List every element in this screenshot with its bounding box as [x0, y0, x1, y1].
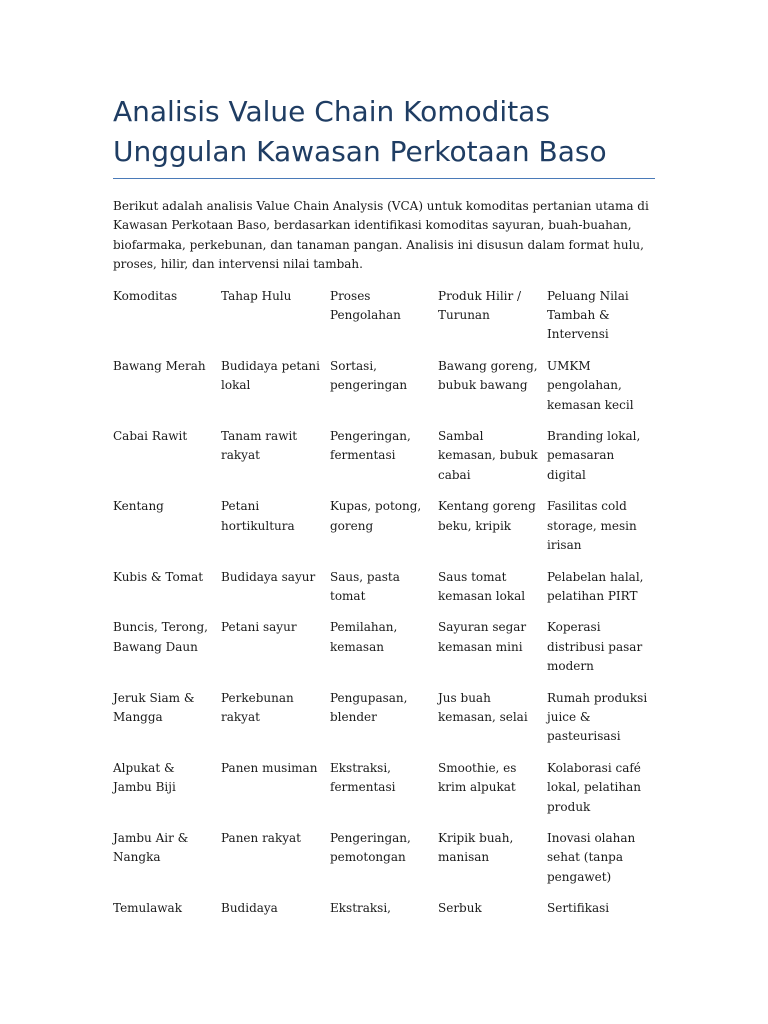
document-page: [113, 92, 655, 931]
cell-komoditas: Temulawak: [113, 901, 182, 916]
cell-produk-hilir: Bawang goreng, bubuk bawang: [438, 358, 538, 393]
table-row: [113, 568, 655, 619]
cell-produk-hilir: Kripik buah, manisan: [438, 830, 514, 865]
cell-proses: Pengupasan, blender: [330, 690, 408, 724]
cell-tahap-hulu: Budidaya: [221, 901, 278, 916]
table-row: [113, 899, 655, 930]
cell-komoditas: Jambu Air & Nangka: [113, 830, 189, 865]
cell-produk-hilir: Smoothie, es krim alpukat: [438, 760, 517, 795]
cell-tahap-hulu: Petani sayur: [221, 620, 297, 635]
cell-tahap-hulu: Panen rakyat: [221, 830, 301, 845]
cell-komoditas: Kubis & Tomat: [113, 569, 204, 584]
cell-peluang: Inovasi olahan sehat (tanpa pengawet): [547, 830, 636, 884]
table-header-row: [113, 287, 655, 357]
cell-proses: Saus, pasta tomat: [330, 569, 400, 603]
table-row: [113, 497, 655, 567]
document-title: Analisis Value Chain Komoditas Unggulan Kawasan Perkotaan Baso: [113, 92, 655, 179]
cell-komoditas: Bawang Merah: [113, 358, 206, 373]
cell-peluang: Rumah produksi juice & pasteurisasi: [547, 690, 648, 744]
cell-peluang: Pelabelan halal, pelatihan PIRT: [547, 569, 644, 603]
cell-peluang: UMKM pengolahan, kemasan kecil: [547, 358, 634, 412]
cell-komoditas: Cabai Rawit: [113, 429, 188, 444]
cell-produk-hilir: Kentang goreng beku, kripik: [438, 499, 536, 533]
table-row: [113, 618, 655, 688]
table-row: [113, 759, 655, 829]
header-proses-pengolahan: Proses Pengolahan: [330, 288, 401, 323]
cell-tahap-hulu: Perkebunan rakyat: [221, 690, 294, 724]
cell-peluang: Branding lokal, pemasaran digital: [547, 429, 641, 482]
intro-paragraph: Berikut adalah analisis Value Chain Analysis (VCA) untuk komoditas pertanian utama di Kawasan Perkotaan Baso, berdasarkan identifikasi komoditas sayuran, buah-buahan, biofarmaka, perkebunan, dan tanaman pangan. Analisis ini disusun dalam format hulu, proses, hilir, dan intervensi nilai tambah.: [113, 199, 649, 272]
header-produk-hilir: Produk Hilir / Turunan: [438, 288, 522, 323]
cell-proses: Ekstraksi,: [330, 901, 391, 916]
table-row: [113, 427, 655, 497]
cell-proses: Pemilahan, kemasan: [330, 620, 398, 654]
cell-proses: Ekstraksi, fermentasi: [330, 760, 396, 795]
header-tahap-hulu: Tahap Hulu: [221, 288, 292, 303]
cell-produk-hilir: Serbuk: [438, 901, 482, 916]
cell-produk-hilir: Sayuran segar kemasan mini: [438, 620, 527, 654]
cell-komoditas: Kentang: [113, 499, 164, 514]
table-row: [113, 357, 655, 427]
cell-proses: Kupas, potong, goreng: [330, 499, 422, 533]
table-row: [113, 829, 655, 899]
cell-tahap-hulu: Budidaya petani lokal: [221, 358, 320, 393]
cell-tahap-hulu: Petani hortikultura: [221, 499, 295, 533]
cell-peluang: Sertifikasi: [547, 901, 610, 916]
cell-komoditas: Jeruk Siam & Mangga: [113, 690, 195, 724]
table-row: [113, 689, 655, 759]
header-komoditas: Komoditas: [113, 288, 178, 303]
cell-produk-hilir: Saus tomat kemasan lokal: [438, 569, 526, 603]
cell-proses: Pengeringan, pemotongan: [330, 830, 411, 865]
cell-proses: Pengeringan, fermentasi: [330, 429, 411, 463]
cell-proses: Sortasi, pengeringan: [330, 358, 408, 393]
cell-komoditas: Alpukat & Jambu Biji: [113, 760, 176, 795]
cell-peluang: Kolaborasi café lokal, pelatihan produk: [547, 760, 642, 814]
cell-produk-hilir: Jus buah kemasan, selai: [438, 690, 528, 724]
value-chain-table: [113, 287, 655, 931]
cell-tahap-hulu: Tanam rawit rakyat: [221, 429, 298, 463]
cell-komoditas: Buncis, Terong, Bawang Daun: [113, 620, 208, 654]
cell-peluang: Koperasi distribusi pasar modern: [547, 620, 643, 674]
cell-tahap-hulu: Panen musiman: [221, 760, 318, 775]
cell-peluang: Fasilitas cold storage, mesin irisan: [547, 499, 637, 553]
header-peluang-nilai-tambah: Peluang Nilai Tambah & Intervensi: [547, 288, 629, 342]
cell-produk-hilir: Sambal kemasan, bubuk cabai: [438, 429, 538, 482]
cell-tahap-hulu: Budidaya sayur: [221, 569, 316, 584]
